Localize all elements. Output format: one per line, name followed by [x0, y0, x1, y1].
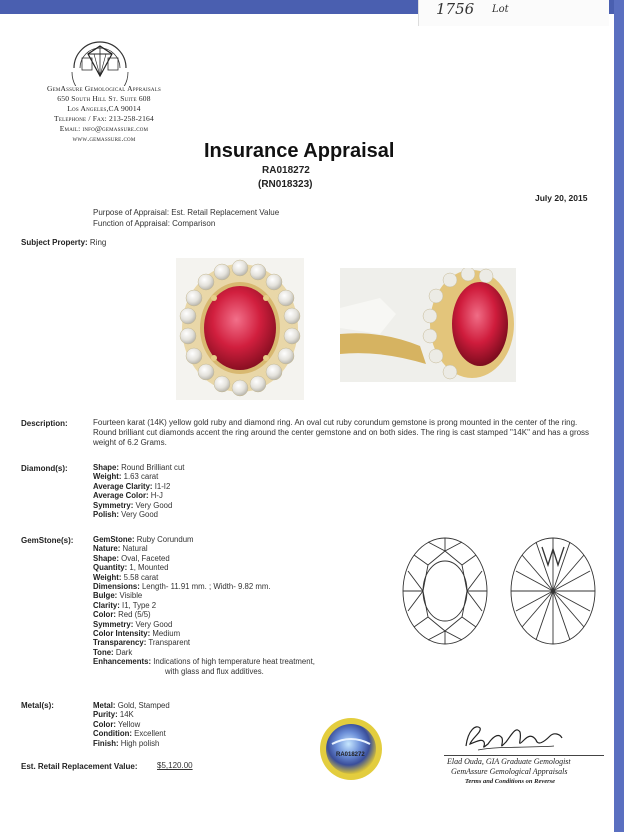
spec-row: [93, 648, 315, 657]
company-website: www.gemassure.com: [72, 134, 136, 143]
company-name: GemAssure Gemological Appraisals: [47, 84, 161, 93]
retail-value-label: Est. Retail Replacement Value:: [21, 762, 138, 771]
spec-key: Tone:: [93, 647, 114, 657]
spec-value: 1.63 carat: [123, 472, 159, 482]
company-address-line2: Los Angeles,CA 90014: [67, 104, 141, 113]
subject-property: [21, 238, 106, 247]
spec-value: Very Good: [121, 510, 159, 520]
ring-front-image: [176, 258, 304, 400]
spec-key: Metal:: [93, 701, 116, 710]
spec-key: Dimensions:: [93, 582, 140, 592]
hologram-number: RA018272: [336, 752, 365, 758]
signature-name: Elad Ouda, GIA Graduate Gemologist: [447, 757, 571, 766]
spec-value: Excellent: [134, 729, 166, 739]
spec-key: Polish:: [93, 510, 119, 520]
company-email: Email: info@gemassure.com: [59, 124, 149, 133]
gemstones-label: GemStone(s):: [21, 536, 74, 545]
spec-key: Shape:: [93, 463, 119, 472]
company-address-line1: 650 South Hill St. Suite 608: [57, 94, 151, 103]
spec-row: [93, 573, 315, 582]
spec-row: [93, 620, 315, 629]
spec-row: [93, 544, 315, 553]
spec-key: Bulge:: [93, 591, 118, 601]
subject-value: Ring: [89, 238, 107, 247]
appraisal-date: July 20, 2015: [535, 193, 588, 203]
spec-key: Weight:: [93, 572, 122, 582]
lot-label: Lot: [492, 4, 509, 15]
spec-row-continued: with glass and flux additives.: [165, 666, 264, 676]
page-title: Insurance Appraisal: [204, 140, 395, 162]
purpose-of-appraisal: Purpose of Appraisal: Est. Retail Replacement Value: [93, 208, 280, 217]
subject-label: Subject Property:: [21, 238, 88, 247]
spec-value: H-J: [150, 491, 163, 501]
spec-row: [93, 501, 184, 510]
spec-value: Medium: [152, 629, 181, 639]
company-phone: Telephone / Fax: 213-258-2164: [54, 114, 154, 123]
description-label: Description:: [21, 419, 68, 428]
spec-row: [93, 710, 170, 719]
spec-row: [93, 482, 184, 491]
spec-row: [93, 657, 315, 666]
spec-value: 14K: [119, 710, 134, 720]
lot-number: 1756: [436, 0, 475, 18]
terms-note: Terms and Conditions on Reverse: [465, 778, 556, 785]
company-block: [16, 84, 192, 144]
spec-row: [93, 535, 315, 544]
spec-value: I1-I2: [154, 481, 171, 491]
spec-value: Natural: [122, 544, 148, 554]
spec-row: [93, 554, 315, 563]
ring-photo-side: [340, 268, 516, 382]
hologram-seal-icon: [318, 716, 384, 782]
spec-row: [93, 472, 184, 481]
signature-icon: [458, 716, 568, 758]
spec-key: Condition:: [93, 729, 132, 739]
spec-key: Average Clarity:: [93, 481, 153, 491]
diamonds-label: Diamond(s):: [21, 464, 68, 473]
spec-row: [93, 601, 315, 610]
signature-company: GemAssure Gemological Appraisals: [451, 767, 568, 776]
appraisal-number: RA018272: [262, 165, 310, 176]
spec-row: [93, 463, 184, 472]
spec-value: Gold, Stamped: [117, 701, 170, 710]
spec-row: [93, 720, 170, 729]
spec-value: Very Good: [135, 500, 173, 510]
spec-value: Transparent: [148, 638, 191, 648]
spec-key: Finish:: [93, 738, 119, 748]
spec-value: Indications of high temperature heat treatment,: [153, 657, 315, 667]
spec-value: Yellow: [117, 719, 141, 729]
spec-value: Length- 11.91 mm. ; Width- 9.82 mm.: [141, 582, 271, 592]
spec-row: [93, 491, 184, 500]
spec-key: Shape:: [93, 553, 119, 563]
ring-side-image: [340, 268, 516, 382]
spec-key: Symmetry:: [93, 500, 134, 510]
spec-row: [93, 591, 315, 600]
spec-key: Transparency:: [93, 638, 147, 648]
spec-key: Purity:: [93, 710, 118, 720]
oval-pavilion-diagram-icon: [508, 535, 598, 647]
spec-value: Visible: [119, 591, 143, 601]
gemassure-logo-icon: [68, 28, 132, 86]
spec-row: [93, 563, 315, 572]
spec-value: 5.58 carat: [123, 572, 159, 582]
spec-value: 1, Mounted: [129, 563, 169, 573]
spec-key: Color:: [93, 610, 116, 620]
spec-key: Enhancements:: [93, 657, 152, 667]
spec-key: Nature:: [93, 544, 121, 554]
spec-row: [93, 629, 315, 638]
spec-key: GemStone:: [93, 535, 135, 544]
spec-value: Oval, Faceted: [121, 553, 170, 563]
spec-row: [93, 729, 170, 738]
spec-value: Round Brilliant cut: [121, 463, 185, 472]
spec-key: Quantity:: [93, 563, 128, 573]
spec-value: Very Good: [135, 619, 173, 629]
metals-label: Metal(s):: [21, 701, 54, 710]
function-of-appraisal: Function of Appraisal: Comparison: [93, 219, 216, 228]
spec-value: Dark: [115, 647, 133, 657]
spec-key: Clarity:: [93, 600, 120, 610]
spec-row: [93, 510, 184, 519]
gemstones-spec: [93, 535, 315, 676]
signature-line: [444, 755, 604, 756]
spec-value: I1, Type 2: [122, 600, 157, 610]
metals-spec: [93, 701, 170, 748]
diamonds-spec: [93, 463, 184, 519]
spec-value: High polish: [120, 738, 160, 748]
spec-key: Average Color:: [93, 491, 149, 501]
spec-key: Symmetry:: [93, 619, 134, 629]
spec-row: [93, 582, 315, 591]
spec-value: Ruby Corundum: [136, 535, 194, 544]
spec-row: [93, 610, 315, 619]
spec-value: Red (5/5): [118, 610, 151, 620]
description-text: Fourteen karat (14K) yellow gold ruby and diamond ring. An oval cut ruby corundum gemstone is prong mounted in the center of the ring. Round brilliant cut diamonds accent the ring around the center gemstone and on both sides. The ring is cast stamped "14K" and has a gross weight of 6.2 Grams.: [93, 418, 590, 447]
background-blue-side: [614, 0, 624, 832]
ring-photo-front: [176, 258, 304, 400]
reference-number: (RN018323): [258, 179, 313, 190]
spec-row: [93, 739, 170, 748]
retail-value: $5,120.00: [157, 761, 193, 770]
spec-row: [93, 638, 315, 647]
spec-key: Weight:: [93, 472, 122, 482]
spec-key: Color:: [93, 719, 116, 729]
spec-key: Color Intensity:: [93, 629, 151, 639]
oval-crown-diagram-icon: [400, 535, 490, 647]
spec-row: [93, 701, 170, 710]
